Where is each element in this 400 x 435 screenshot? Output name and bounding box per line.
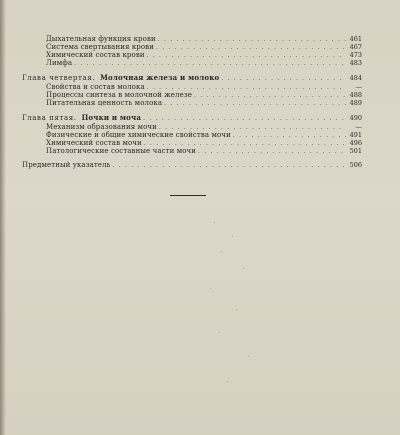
toc-entry-page: 484	[349, 74, 362, 82]
toc-entry-page: —	[355, 123, 362, 131]
toc-entry-label: Химический состав мочи	[46, 139, 142, 147]
toc-entry-label: Процессы синтеза в молочной железе	[46, 91, 192, 99]
toc-entry-page: 506	[349, 161, 362, 169]
toc-entry-pathological-components	[46, 147, 362, 156]
toc-entry-page: 483	[349, 59, 362, 67]
chapter-prefix: Глава пятая.	[22, 114, 77, 122]
chapter-title: Почки и моча	[81, 113, 142, 122]
section-divider-rule	[170, 195, 206, 196]
dot-leader	[164, 99, 346, 108]
paper-speck	[227, 381, 228, 382]
toc-entry-page: 491	[349, 131, 362, 139]
paper-speck	[236, 309, 237, 310]
toc-chapter-5	[22, 113, 362, 122]
toc-entry-page: 473	[349, 51, 362, 59]
toc-entry-label: Лимфа	[46, 59, 73, 67]
paper-speck	[210, 288, 211, 289]
toc-entry-page: 461	[349, 35, 362, 43]
toc-entry-nutritional-value	[46, 99, 362, 108]
toc-chapter-4	[22, 73, 362, 82]
toc-entry-subject-index	[22, 161, 362, 170]
dot-leader	[74, 59, 346, 68]
chapter-prefix: Глава четвертая.	[22, 74, 96, 82]
toc-entry-page: 490	[349, 114, 362, 122]
paper-speck	[219, 332, 220, 333]
toc-entry-label: Система свертывания крови	[46, 43, 154, 51]
toc-entry-label: Свойства и состав молока	[46, 83, 145, 91]
dot-leader	[198, 147, 346, 156]
toc-entry-label: Предметный указатель	[22, 161, 111, 169]
toc-entry-page: 496	[349, 139, 362, 147]
toc-entry-label: Механизм образования мочи	[46, 123, 157, 131]
toc-entry-label: Дыхательная функция крови	[46, 35, 156, 43]
paper-speck	[221, 251, 222, 252]
paper-speck	[232, 236, 233, 237]
toc-entry-label: Физические и общие химические свойства мочи	[46, 131, 231, 139]
paper-speck	[248, 356, 249, 357]
toc-entry-lymph	[46, 59, 362, 68]
toc-entry-page: 467	[349, 43, 362, 51]
toc-entry-page: 501	[349, 147, 362, 155]
paper-speck	[243, 268, 244, 269]
dot-leader	[143, 114, 346, 123]
dot-leader	[221, 74, 346, 83]
paper-speck	[214, 222, 215, 223]
chapter-title: Молочная железа и молоко	[100, 73, 220, 82]
toc-entry-label: Питательная ценность молока	[46, 99, 163, 107]
toc-entry-page: 488	[349, 91, 362, 99]
toc-entry-page: —	[355, 83, 362, 91]
dot-leader	[113, 161, 346, 170]
toc-entry-label: Патологические составные части мочи	[46, 147, 197, 155]
toc-entry-page: 489	[349, 99, 362, 107]
toc-entry-label: Химический состав крови	[46, 51, 145, 59]
